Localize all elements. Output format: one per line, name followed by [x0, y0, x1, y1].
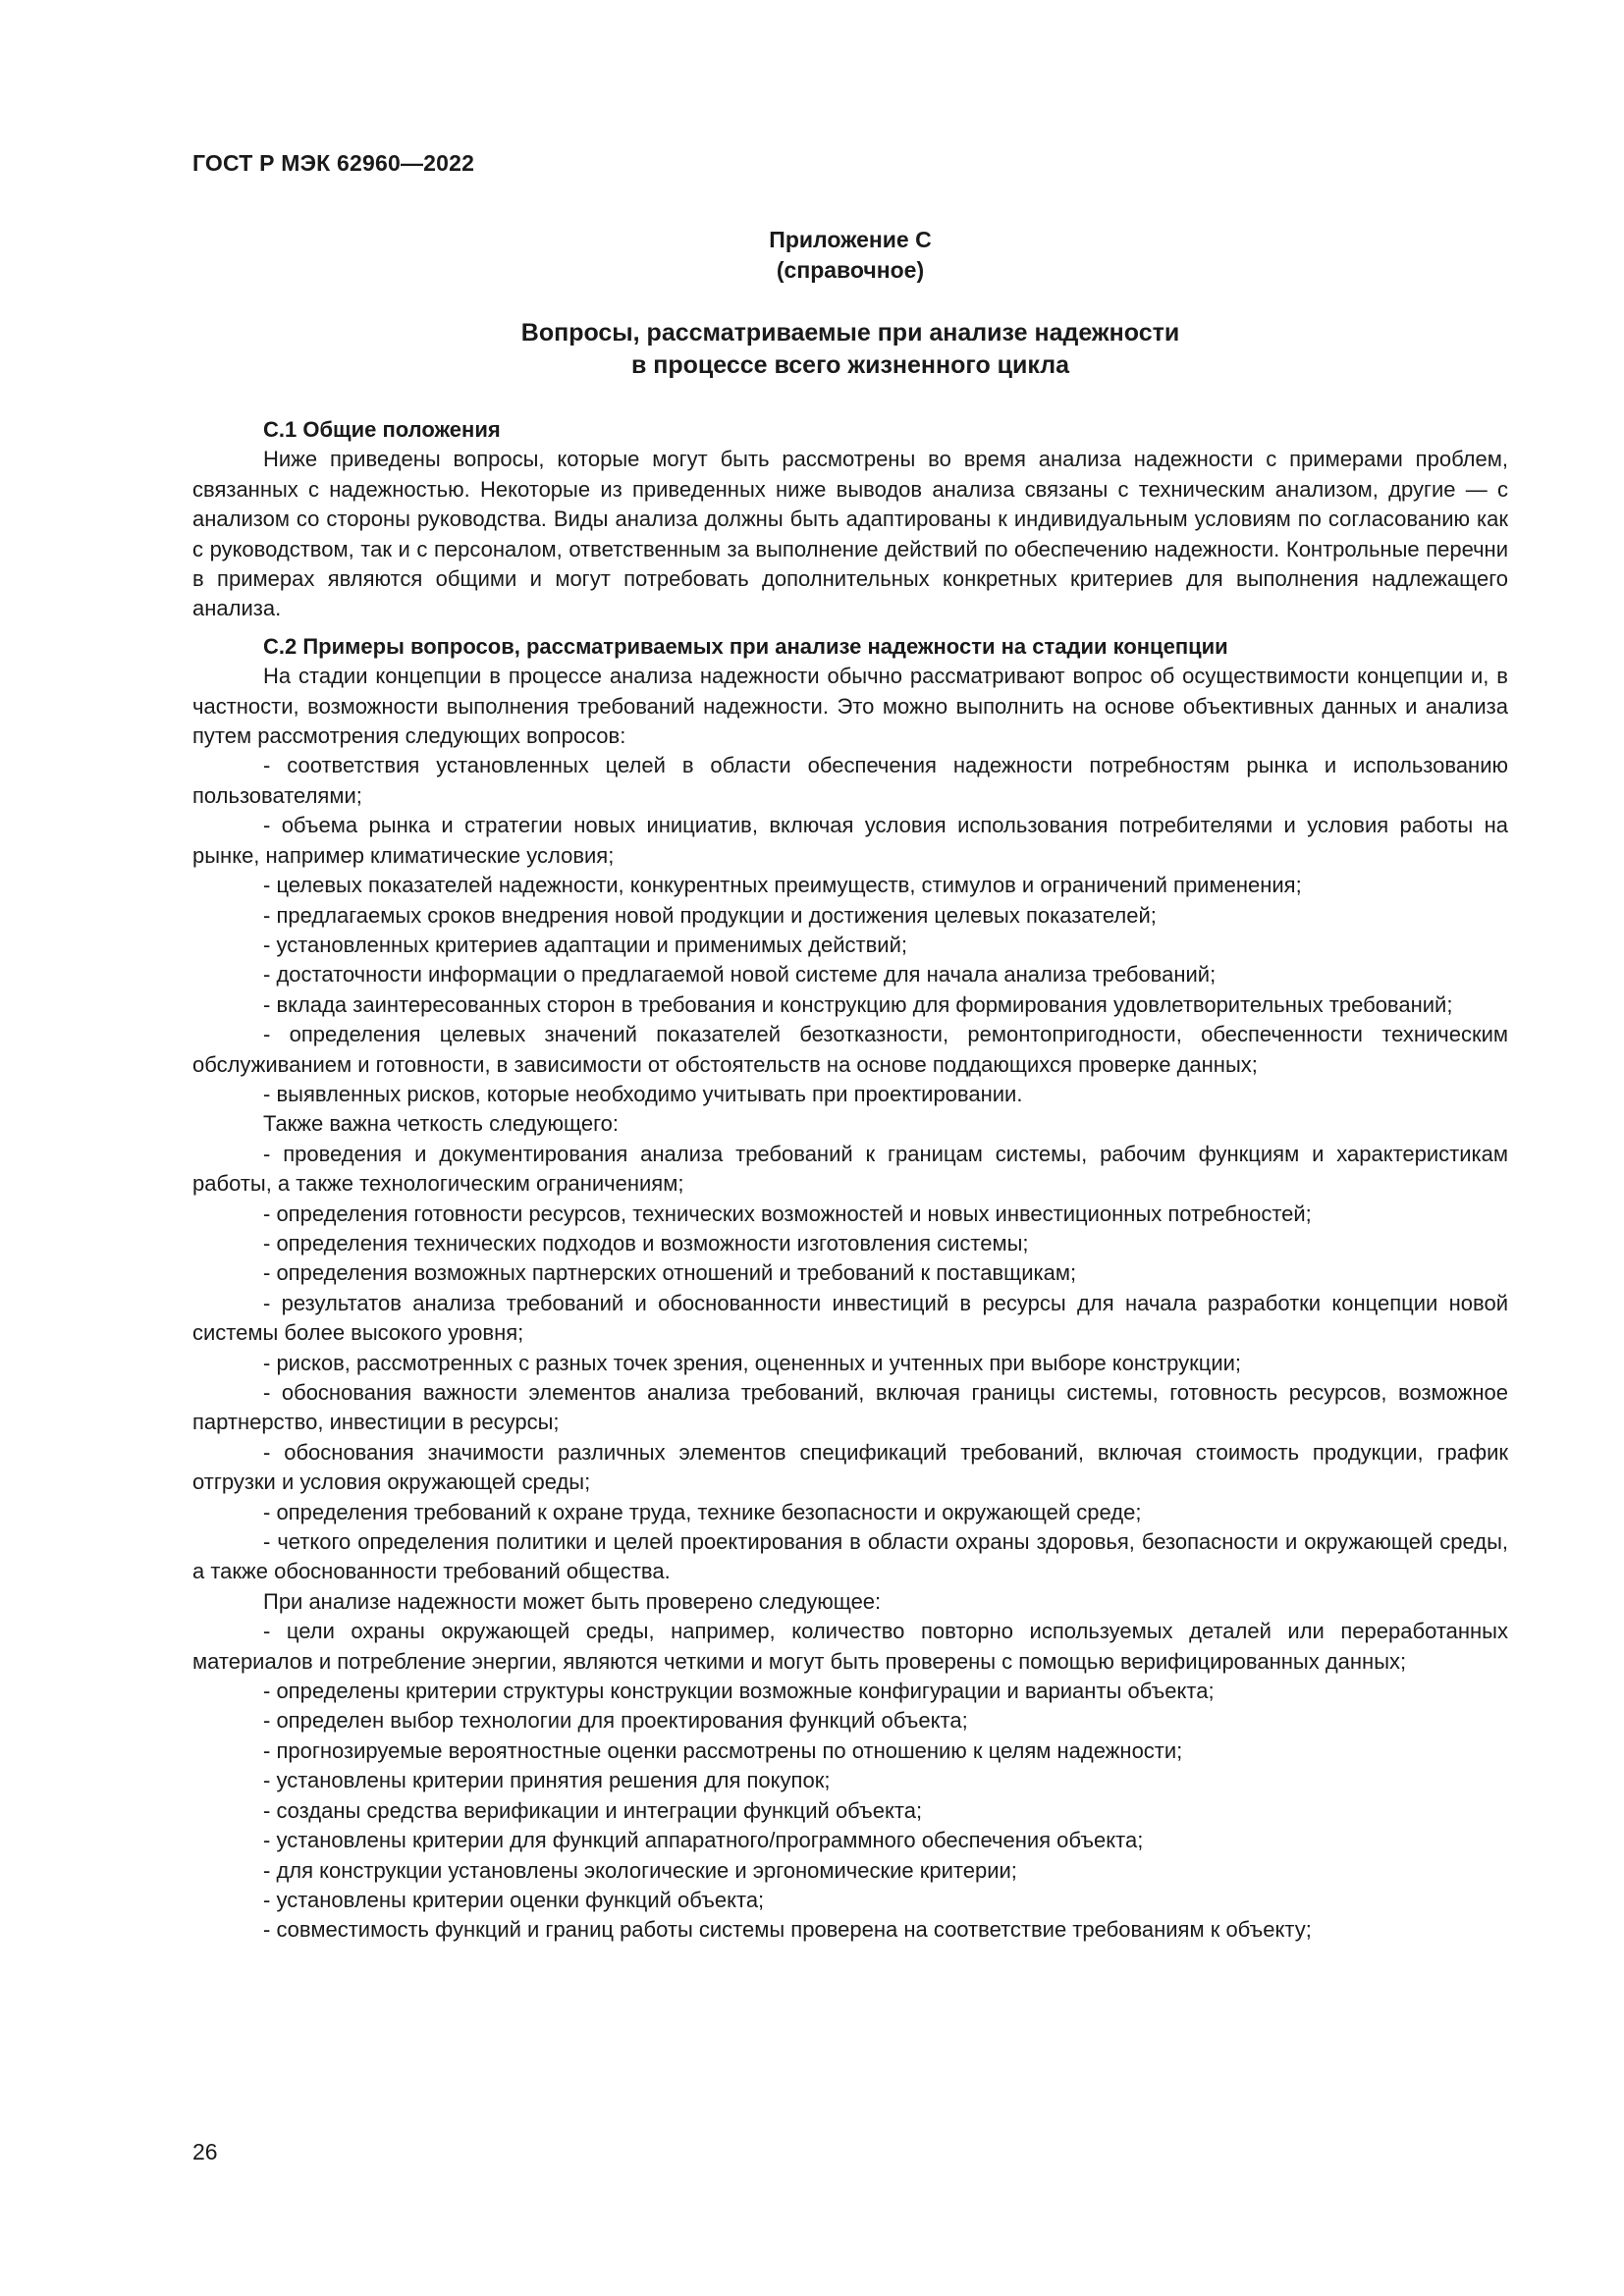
list-item: - вклада заинтересованных сторон в требования и конструкцию для формирования удовлетворительных требований;: [263, 991, 1453, 1017]
annex-header: [192, 225, 1508, 286]
list-item: - четкого определения политики и целей проектирования в области охраны здоровья, безопасности и окружающей среды, а также обоснованности требований общества.: [192, 1529, 1508, 1584]
list-item: - для конструкции установлены экологические и эргономические критерии;: [263, 1857, 1017, 1883]
annex-title: [192, 317, 1508, 382]
section-2-intro: На стадии концепции в процессе анализа надежности обычно рассматривают вопрос об осуществимости концепции и, в частности, возможности выполнения требований надежности. Это можно выполнить на основе объективных данных и анализа путем рассмотрения следующих вопросов:: [192, 664, 1508, 749]
list-item: - обоснования важности элементов анализа требований, включая границы системы, готовность ресурсов, возможное партнерство, инвестиции в ресурсы;: [192, 1380, 1508, 1435]
list-item: - определения целевых значений показателей безотказности, ремонтопригодности, обеспеченности техническим обслуживанием и готовности, в зависимости от обстоятельств на основе поддающихся проверке данных;: [192, 1022, 1508, 1077]
list-item: - прогнозируемые вероятностные оценки рассмотрены по отношению к целям надежности;: [263, 1737, 1183, 1763]
clarity-intro: Также важна четкость следующего:: [263, 1111, 619, 1137]
annex-label: Приложение С: [769, 227, 932, 252]
list-item: - установлены критерии для функций аппаратного/программного обеспечения объекта;: [263, 1828, 1144, 1853]
list-item: - установленных критериев адаптации и применимых действий;: [263, 932, 907, 957]
list-item: - установлены критерии оценки функций объекта;: [263, 1887, 765, 1912]
list-item: - проведения и документирования анализа требований к границам системы, рабочим функциям и характеристикам работы, а также технологическим ограничениям;: [192, 1141, 1508, 1197]
section-2-heading: С.2 Примеры вопросов, рассматриваемых при анализе надежности на стадии концепции: [263, 633, 1228, 659]
list-item: - определения технических подходов и возможности изготовления системы;: [263, 1230, 1029, 1255]
annex-title-line-1: Вопросы, рассматриваемые при анализе надежности: [520, 319, 1180, 347]
annex-title-line-2: в процессе всего жизненного цикла: [630, 351, 1070, 379]
page-number: 26: [192, 2139, 218, 2164]
list-item: - определены критерии структуры конструкции возможные конфигурации и варианты объекта;: [263, 1679, 1215, 1704]
section-1-paragraph: Ниже приведены вопросы, которые могут быть рассмотрены во время анализа надежности с примерами проблем, связанных с надежностью. Некоторые из приведенных ниже выводов анализа связаны с техническим анализом, другие — с анализом со стороны руководства. Виды анализа должны быть адаптированы к индивидуальным условиям по согласованию как с руководством, так и с персоналом, ответственным за выполнение действий по обеспечению надежности. Контрольные перечни в примерах являются общими и могут потребовать дополнительных конкретных критериев для выполнения надлежащего анализа.: [192, 447, 1508, 621]
list-item: - результатов анализа требований и обоснованности инвестиций в ресурсы для начала разработки концепции новой системы более высокого уровня;: [192, 1290, 1508, 1346]
list-item: - обоснования значимости различных элементов спецификаций требований, включая стоимость продукции, график отгрузки и условия окружающей среды;: [192, 1439, 1508, 1495]
review-intro: При анализе надежности может быть проверено следующее:: [263, 1588, 882, 1614]
concept-questions-list: [192, 751, 1508, 1109]
annex-status: (справочное): [776, 257, 925, 283]
list-item: - объема рынка и стратегии новых инициатив, включая условия использования потребителями и условия работы на рынке, например климатические условия;: [192, 813, 1508, 868]
list-item: - определен выбор технологии для проектирования функций объекта;: [263, 1708, 968, 1734]
list-item: - целевых показателей надежности, конкурентных преимуществ, стимулов и ограничений применения;: [263, 873, 1302, 898]
list-item: - соответствия установленных целей в области обеспечения надежности потребностям рынка и использованию пользователями;: [192, 753, 1508, 808]
document-code: ГОСТ Р МЭК 62960—2022: [192, 150, 475, 176]
list-item: - определения возможных партнерских отношений и требований к поставщикам;: [263, 1260, 1077, 1286]
clarity-list: [192, 1140, 1508, 1587]
review-list: [192, 1617, 1508, 1945]
list-item: - созданы средства верификации и интеграции функций объекта;: [263, 1797, 923, 1823]
list-item: - рисков, рассмотренных с разных точек зрения, оцененных и учтенных при выборе конструкции;: [263, 1350, 1242, 1375]
list-item: - совместимость функций и границ работы системы проверена на соответствие требованиям к объекту;: [263, 1917, 1312, 1943]
list-item: - определения готовности ресурсов, технических возможностей и новых инвестиционных потребностей;: [263, 1201, 1312, 1226]
list-item: - выявленных рисков, которые необходимо учитывать при проектировании.: [263, 1081, 1023, 1106]
list-item: - цели охраны окружающей среды, например, количество повторно используемых деталей или переработанных материалов и потребление энергии, являются четкими и могут быть проверены с помощью верифицированных данных;: [192, 1619, 1508, 1674]
document-body: [192, 415, 1508, 1946]
list-item: - определения требований к охране труда, технике безопасности и окружающей среде;: [263, 1499, 1142, 1524]
list-item: - установлены критерии принятия решения для покупок;: [263, 1768, 831, 1793]
section-1-heading: С.1 Общие положения: [263, 417, 501, 442]
list-item: - предлагаемых сроков внедрения новой продукции и достижения целевых показателей;: [263, 902, 1157, 928]
list-item: - достаточности информации о предлагаемой новой системе для начала анализа требований;: [263, 962, 1217, 988]
